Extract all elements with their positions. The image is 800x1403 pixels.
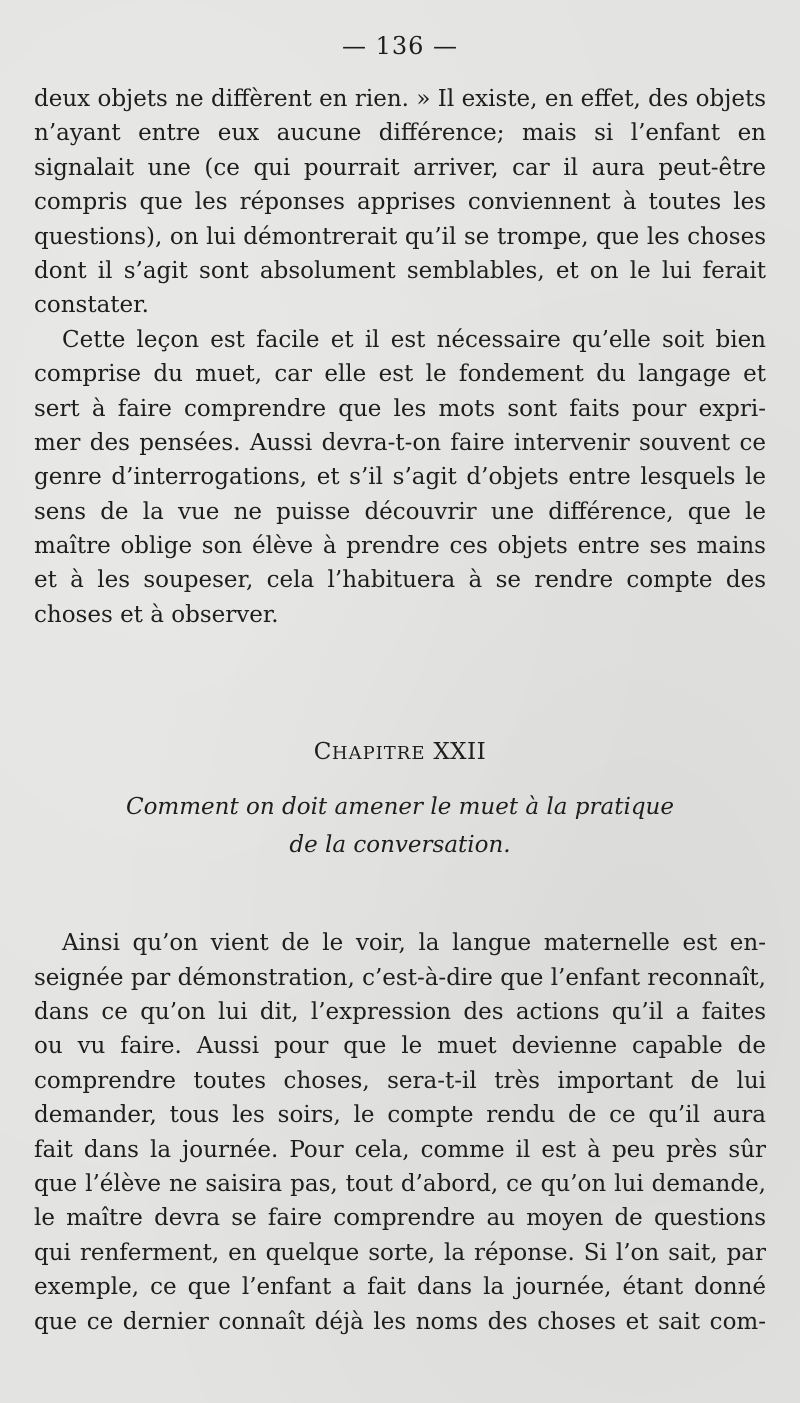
text-line: qui renferment, en quelque sorte, la réponse. Si l’on sait, par bbox=[34, 1239, 766, 1266]
text-line: ou vu faire. Aussi pour que le muet devienne capable de bbox=[34, 1033, 766, 1060]
text-line: Ainsi qu’on vient de le voir, la langue maternelle est en- bbox=[62, 930, 766, 957]
text-line: demander, tous les soirs, le compte rendu de ce qu’il aura bbox=[34, 1102, 766, 1129]
paragraph bbox=[34, 82, 766, 323]
text-line: mer des pensées. Aussi devra-t-on faire intervenir souvent ce bbox=[34, 429, 766, 456]
page-number: — 136 — bbox=[341, 32, 459, 60]
text-line: genre d’interrogations, et s’il s’agit d’objets entre lesquels le bbox=[34, 464, 766, 491]
text-line: signalait une (ce qui pourrait arriver, car il aura peut-être bbox=[34, 154, 766, 181]
text-line: que ce dernier connaît déjà les noms des choses et sait com- bbox=[34, 1308, 766, 1335]
text-line: compris que les réponses apprises conviennent à toutes les bbox=[34, 189, 766, 216]
text-line: dont il s’agit sont absolument semblables, et on le lui ferait bbox=[34, 257, 766, 284]
chapter-subtitle bbox=[34, 788, 766, 864]
text-block-top bbox=[34, 82, 766, 632]
text-line: sens de la vue ne puisse découvrir une différence, que le bbox=[34, 498, 766, 525]
text-line: exemple, ce que l’enfant a fait dans la journée, étant donné bbox=[34, 1274, 766, 1301]
text-line: comprendre toutes choses, sera-t-il très important de lui bbox=[34, 1067, 766, 1094]
text-line: fait dans la journée. Pour cela, comme il est à peu près sûr bbox=[34, 1136, 766, 1163]
chapter-number: XXII bbox=[433, 739, 487, 766]
text-line: le maître devra se faire comprendre au moyen de questions bbox=[34, 1205, 766, 1232]
chapter-label-initial: C bbox=[313, 739, 332, 766]
text-block-chapter bbox=[34, 926, 766, 1339]
text-line: n’ayant entre eux aucune différence; mais si l’enfant en bbox=[34, 120, 766, 147]
text-line: constater. bbox=[34, 292, 149, 319]
text-line: dans ce qu’on lui dit, l’expression des actions qu’il a faites bbox=[34, 999, 766, 1026]
text-line: seignée par démonstration, c’est-à-dire que l’enfant reconnaît, bbox=[34, 964, 766, 991]
text-line: que l’élève ne saisira pas, tout d’abord, ce qu’on lui demande, bbox=[34, 1170, 766, 1197]
text-line: et à les soupeser, cela l’habituera à se rendre compte des bbox=[34, 567, 766, 594]
chapter-label-rest: HAPITRE bbox=[331, 743, 426, 765]
text-line: Cette leçon est facile et il est nécessaire qu’elle soit bien bbox=[62, 326, 766, 353]
text-line: sert à faire comprendre que les mots sont faits pour expri- bbox=[34, 395, 766, 422]
text-line: choses et à observer. bbox=[34, 601, 279, 628]
paragraph bbox=[34, 926, 766, 1339]
text-line: questions), on lui démontrerait qu’il se trompe, que les choses bbox=[34, 223, 766, 250]
text-line: comprise du muet, car elle est le fondement du langage et bbox=[34, 361, 766, 388]
text-line: maître oblige son élève à prendre ces objets entre ses mains bbox=[34, 533, 766, 560]
chapter-heading bbox=[34, 736, 766, 770]
paragraph bbox=[34, 323, 766, 633]
chapter-subtitle-line: de la conversation. bbox=[289, 832, 511, 859]
chapter-subtitle-line: Comment on doit amener le muet à la pratique bbox=[125, 794, 674, 821]
text-line: deux objets ne diffèrent en rien. » Il existe, en effet, des objets bbox=[34, 86, 766, 112]
